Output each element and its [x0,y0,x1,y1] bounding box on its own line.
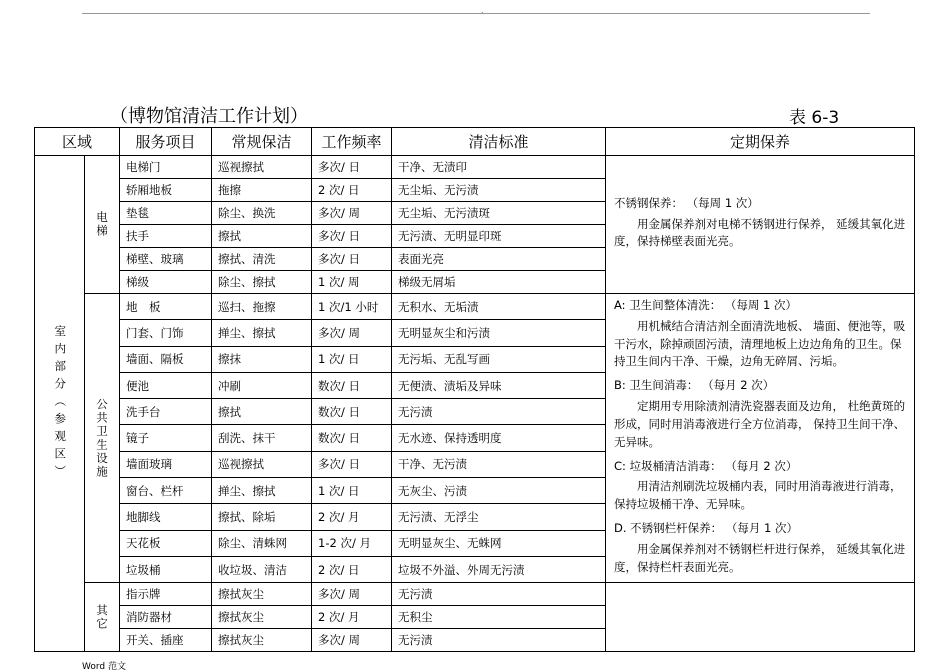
subarea-label: 公共卫生设施 [85,294,120,583]
routine-cleaning-cell: 擦拭 [212,225,312,248]
routine-cleaning-cell: 巡视擦拭 [212,451,312,477]
routine-cleaning-cell: 擦拭灰尘 [212,629,312,652]
standard-cell: 梯级无屑垢 [392,271,606,294]
routine-cleaning-cell: 拖擦 [212,179,312,202]
service-item-cell: 地 板 [120,294,212,320]
routine-cleaning-cell: 擦拭灰尘 [212,606,312,629]
maintenance-text: 用金属保养剂对电梯不锈钢进行保养， 延缓其氧化进度，保持梯壁表面光亮。 [614,216,906,249]
service-item-cell: 墙面、隔板 [120,346,212,372]
frequency-cell: 数次/ 日 [312,372,392,398]
frequency-cell: 1 次/1 小时 [312,294,392,320]
frequency-cell: 1 次/ 日 [312,346,392,372]
frequency-cell: 2 次/ 日 [312,179,392,202]
standard-cell: 垃圾不外溢、外周无污渍 [392,556,606,582]
maintenance-title: 不锈钢保养： （每周 1 次） [614,195,759,210]
table-row [35,294,915,320]
cleaning-plan-table [34,127,915,652]
standard-cell: 表面光亮 [392,248,606,271]
standard-cell: 无尘垢、无污渍斑 [392,202,606,225]
standard-cell: 无污渍、无明显印斑 [392,225,606,248]
routine-cleaning-cell: 掸尘、擦拭 [212,320,312,346]
header-periodic-maintenance: 定期保养 [606,128,915,156]
maintenance-text: 定期用专用除渍剂清洗瓷器表面及边角， 杜绝黄斑的形成，同时用消毒液进行全方位消毒， 保持卫生间干净、无异味。 [614,399,906,449]
standard-cell: 无水迹、保持透明度 [392,425,606,451]
header-service-item: 服务项目 [120,128,212,156]
routine-cleaning-cell: 除尘、换洗 [212,202,312,225]
frequency-cell: 1 次/ 周 [312,271,392,294]
routine-cleaning-cell: 掸尘、擦拭 [212,478,312,504]
standard-cell: 无明显灰尘和污渍 [392,320,606,346]
table-number: 表 6-3 [789,108,840,128]
service-item-cell: 开关、插座 [120,629,212,652]
maintenance-cell [606,294,915,583]
frequency-cell: 1-2 次/ 月 [312,530,392,556]
standard-cell: 无积尘 [392,606,606,629]
table-row [35,156,915,179]
frequency-cell: 数次/ 日 [312,425,392,451]
standard-cell: 无明显灰尘、无蛛网 [392,530,606,556]
frequency-cell: 1 次/ 日 [312,478,392,504]
standard-cell: 无尘垢、无污渍 [392,179,606,202]
document-title: （博物馆清洁工作计划） [110,106,308,127]
service-item-cell: 垫毯 [120,202,212,225]
header-row [35,128,915,156]
service-item-cell: 镜子 [120,425,212,451]
header-mark: . [481,6,484,15]
standard-cell: 无污渍 [392,399,606,425]
service-item-cell: 门套、门饰 [120,320,212,346]
maintenance-text: 用金属保养剂对不锈钢栏杆进行保养， 延缓其氧化进度，保持栏杆表面光亮。 [614,541,906,574]
routine-cleaning-cell: 收垃圾、清洁 [212,556,312,582]
page-footer: Word 范文 [82,662,126,672]
frequency-cell: 多次/ 日 [312,451,392,477]
service-item-cell: 垃圾桶 [120,556,212,582]
frequency-cell: 多次/ 周 [312,583,392,606]
standard-cell: 无灰尘、污渍 [392,478,606,504]
maintenance-title: D. 不锈钢栏杆保养： （每月 1 次） [614,520,798,535]
maintenance-text: 用机械结合清洁剂全面清洗地板、 墙面、便池等，吸干污水，除掉顽固污渍，清理地板上边边角角的卫生。保持卫生间内干净、干燥，边角无碎屑、污垢。 [614,318,906,369]
routine-cleaning-cell: 巡视擦拭 [212,156,312,179]
frequency-cell: 数次/ 日 [312,399,392,425]
routine-cleaning-cell: 刮洗、抹干 [212,425,312,451]
routine-cleaning-cell: 擦拭、清洗 [212,248,312,271]
header-frequency: 工作频率 [312,128,392,156]
service-item-cell: 梯级 [120,271,212,294]
service-item-cell: 窗台、栏杆 [120,478,212,504]
standard-cell: 无污垢、无乱写画 [392,346,606,372]
maintenance-empty-cell [606,583,915,652]
service-item-cell: 指示牌 [120,583,212,606]
service-item-cell: 消防器材 [120,606,212,629]
routine-cleaning-cell: 擦抹 [212,346,312,372]
standard-cell: 干净、无污渍 [392,451,606,477]
frequency-cell: 2 次/ 月 [312,504,392,530]
service-item-cell: 便池 [120,372,212,398]
service-item-cell: 扶手 [120,225,212,248]
frequency-cell: 多次/ 日 [312,156,392,179]
header-standard: 清洁标准 [392,128,606,156]
frequency-cell: 多次/ 周 [312,320,392,346]
service-item-cell: 洗手台 [120,399,212,425]
service-item-cell: 轿厢地板 [120,179,212,202]
area-label: 室内部分（参观区） [35,156,85,652]
standard-cell: 无污渍 [392,629,606,652]
service-item-cell: 梯壁、玻璃 [120,248,212,271]
routine-cleaning-cell: 巡扫、拖擦 [212,294,312,320]
standard-cell: 无便渍、渍垢及异味 [392,372,606,398]
subarea-label: 电梯 [85,156,120,294]
routine-cleaning-cell: 擦拭灰尘 [212,583,312,606]
standard-cell: 无污渍、无浮尘 [392,504,606,530]
maintenance-title: A: 卫生间整体清洗： （每周 1 次） [614,298,797,312]
service-item-cell: 天花板 [120,530,212,556]
standard-cell: 干净、无渍印 [392,156,606,179]
header-rule [82,13,870,14]
maintenance-title: C: 垃圾桶清洁消毒： （每月 2 次） [614,458,798,473]
standard-cell: 无积水、无垢渍 [392,294,606,320]
routine-cleaning-cell: 除尘、擦拭 [212,271,312,294]
frequency-cell: 2 次/ 日 [312,556,392,582]
header-area: 区域 [35,128,120,156]
maintenance-title: B: 卫生间消毒： （每月 2 次） [614,378,775,393]
routine-cleaning-cell: 擦拭 [212,399,312,425]
maintenance-text: 用清洁剂刷洗垃圾桶内表，同时用消毒液进行消毒，保持垃圾桶干净、无异味。 [614,479,902,512]
standard-cell: 无污渍 [392,583,606,606]
frequency-cell: 多次/ 周 [312,629,392,652]
frequency-cell: 2 次/ 月 [312,606,392,629]
service-item-cell: 墙面玻璃 [120,451,212,477]
service-item-cell: 电梯门 [120,156,212,179]
maintenance-cell [606,156,915,294]
frequency-cell: 多次/ 日 [312,248,392,271]
routine-cleaning-cell: 除尘、清蛛网 [212,530,312,556]
table-row [35,583,915,606]
routine-cleaning-cell: 擦拭、除垢 [212,504,312,530]
header-routine-cleaning: 常规保洁 [212,128,312,156]
routine-cleaning-cell: 冲刷 [212,372,312,398]
frequency-cell: 多次/ 周 [312,202,392,225]
frequency-cell: 多次/ 日 [312,225,392,248]
service-item-cell: 地脚线 [120,504,212,530]
subarea-label: 其它 [85,583,120,652]
